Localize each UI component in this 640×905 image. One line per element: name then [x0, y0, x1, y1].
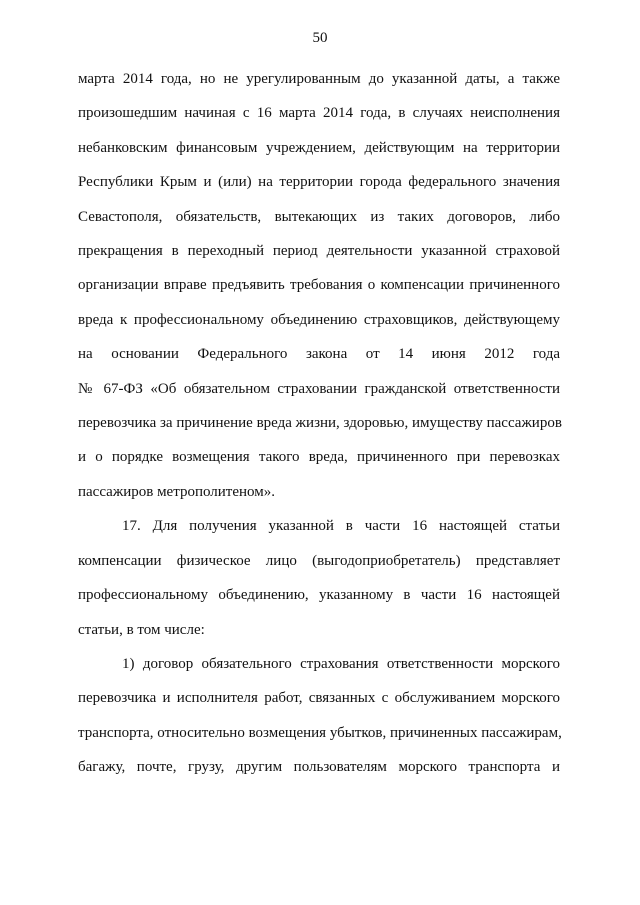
text-line: произошедшим начиная с 16 марта 2014 года, в случаях неисполнения	[78, 105, 560, 122]
text-line: багажу, почте, грузу, другим пользователям морского транспорта и	[78, 759, 560, 776]
text-line: компенсации физическое лицо (выгодоприобретатель) представляет	[78, 552, 560, 569]
text-line: Республики Крым и (или) на территории города федерального значения	[78, 174, 560, 191]
text-line: пассажиров метрополитеном».	[78, 483, 275, 500]
document-body	[78, 62, 560, 785]
paragraph-subitem-1	[78, 647, 560, 785]
text-line: перевозчика и исполнителя работ, связанных с обслуживанием морского	[78, 690, 560, 707]
text-line: 17. Для получения указанной в части 16 настоящей статьи	[122, 518, 560, 535]
text-line: 1) договор обязательного страхования ответственности морского	[122, 655, 560, 672]
text-line: № 67-ФЗ «Об обязательном страховании гражданской ответственности	[78, 380, 560, 397]
text-line: транспорта, относительно возмещения убытков, причиненных пассажирам,	[78, 724, 562, 741]
page-number: 50	[312, 30, 328, 46]
text-line: прекращения в переходный период деятельности указанной страховой	[78, 243, 560, 260]
text-line: Севастополя, обязательств, вытекающих из таких договоров, либо	[78, 208, 560, 225]
paragraph-continuation	[78, 62, 560, 509]
text-line: небанковским финансовым учреждением, действующим на территории	[78, 139, 560, 156]
text-line: профессиональному объединению, указанному в части 16 настоящей	[78, 587, 560, 604]
text-line: организации вправе предъявить требования о компенсации причиненного	[78, 277, 560, 294]
paragraph-item-17	[78, 509, 560, 647]
text-line: марта 2014 года, но не урегулированным до указанной даты, а также	[78, 71, 560, 87]
text-line: статьи, в том числе:	[78, 621, 205, 638]
text-line: на основании Федерального закона от 14 июня 2012 года	[78, 346, 560, 363]
text-line: и о порядке возмещения такого вреда, причиненного при перевозках	[78, 449, 560, 466]
text-line: вреда к профессиональному объединению страховщиков, действующему	[78, 311, 560, 328]
text-line: перевозчика за причинение вреда жизни, здоровью, имуществу пассажиров	[78, 415, 562, 432]
